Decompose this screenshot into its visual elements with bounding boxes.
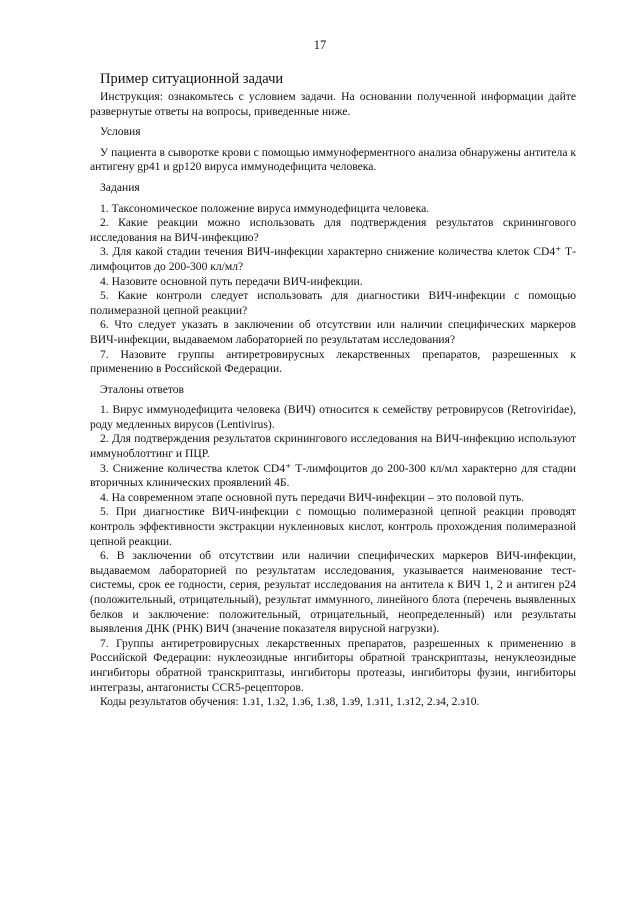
- instruction-text: Инструкция: ознакомьтесь с условием задачи. На основании полученной информации дайте развернутые ответы на вопросы, приведенные ниже.: [90, 90, 576, 118]
- page-title: Пример ситуационной задачи: [100, 71, 284, 87]
- page-number: 17: [313, 38, 327, 52]
- task-item: 7. Назовите группы антиретровирусных лекарственных препаратов, разрешенных к применению в Российской Федерации.: [90, 347, 576, 376]
- answer-item: 3. Снижение количества клеток CD4⁺ Т-лимфоцитов до 200-300 кл/мл характерно для стадии вторичных клинических проявлений 4Б.: [90, 461, 576, 490]
- task-item: 5. Какие контроли следует использовать для диагностики ВИЧ-инфекции с помощью полимеразной цепной реакции?: [90, 289, 576, 317]
- tasks-list: [90, 202, 576, 377]
- answer-item: 7. Группы антиретровирусных лекарственных препаратов, разрешенных к применению в Российской Федерации: нуклеозидные ингибиторы обратной транскриптазы, ненуклеозидные ингибиторы обратной транскриптазы, ингибиторы протеазы, ингибиторы фузии, ингибиторы интегразы, антагонисты CCR5-рецепторов.: [90, 636, 576, 694]
- task-item: 3. Для какой стадии течения ВИЧ-инфекции характерно снижение количества клеток CD4⁺ Т-лимфоцитов до 200-300 кл/мл?: [90, 245, 576, 273]
- conditions-heading: Условия: [100, 125, 141, 139]
- task-item: 1. Таксономическое положение вируса иммунодефицита человека.: [100, 201, 430, 215]
- conditions-text: У пациента в сыворотке крови с помощью иммуноферментного анализа обнаружены антитела к антигену gp41 и gp120 вируса иммунодефицита человека.: [90, 145, 577, 174]
- task-item: 4. Назовите основной путь передачи ВИЧ-инфекции.: [100, 274, 363, 288]
- task-item: 6. Что следует указать в заключении об отсутствии или наличии специфических маркеров ВИЧ-инфекции, выдаваемом лабораторией по результатам исследования?: [90, 318, 576, 346]
- answer-item: 4. На современном этапе основной путь передачи ВИЧ-инфекции – это половой путь.: [100, 490, 525, 504]
- answer-item: 1. Вирус иммунодефицита человека (ВИЧ) относится к семейству ретровирусов (Retroviridae), роду медленных вирусов (Lentivirus).: [90, 403, 576, 431]
- answer-item: 2. Для подтверждения результатов скринингового исследования на ВИЧ-инфекцию используют иммуноблоттинг и ПЦР.: [90, 432, 576, 461]
- answer-item: 6. В заключении об отсутствии или наличии специфических маркеров ВИЧ-инфекции, выдаваемом лабораторией по результатам исследования, указывается наименование тест-системы, срок ее годности, серия, результат исследования на антитела к ВИЧ 1, 2 и антиген p24 (положительный, отрицательный), результат иммунного, линейного блота (перечень выявленных белков и заключение: положительный, отрицательный, неопределенный) или результаты выявления ДНК (РНК) ВИЧ (значение показателя вирусной нагрузки).: [90, 549, 576, 636]
- document-body: [90, 70, 576, 710]
- answers-list: [90, 403, 576, 695]
- answers-heading: Эталоны ответов: [100, 382, 185, 396]
- task-item: 2. Какие реакции можно использовать для подтверждения результатов скринингового исследования на ВИЧ-инфекцию?: [90, 216, 576, 244]
- tasks-heading: Задания: [100, 180, 140, 194]
- learning-codes: Коды результатов обучения: 1.з1, 1.з2, 1.з6, 1.з8, 1.з9, 1.з11, 1.з12, 2.з4, 2.з10.: [100, 695, 480, 709]
- answer-item: 5. При диагностике ВИЧ-инфекции с помощью полимеразной цепной реакции проводят контроль эффективности экстракции нуклеиновых кислот, контроль прохождения полимеразной цепной реакции.: [90, 505, 576, 548]
